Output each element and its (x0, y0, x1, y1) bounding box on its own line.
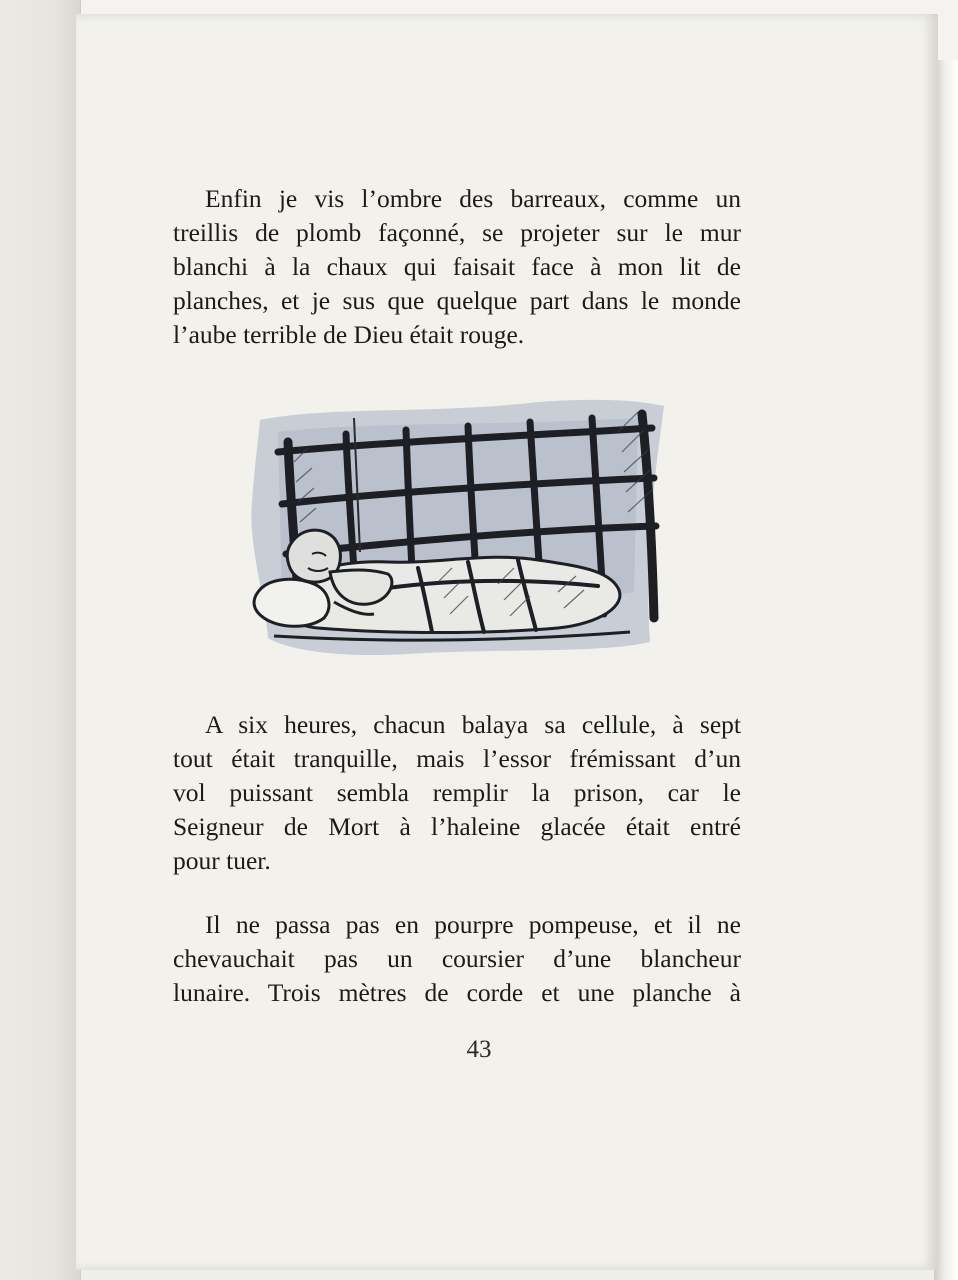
text-line: vol puissant sembla remplir la prison, car le (173, 778, 741, 807)
text-line: pour tuer. (173, 846, 271, 875)
text-line: chevauchait pas un coursier d’une blancheur (173, 944, 741, 973)
previous-page-edge (0, 0, 81, 1280)
text-line: l’aube terrible de Dieu était rouge. (173, 320, 525, 349)
text-line: blanchi à la chaux qui faisait face à mon lit de (173, 252, 741, 281)
text-line: A six heures, chacun balaya sa cellule, à sept (205, 710, 741, 739)
text-line: Seigneur de Mort à l’haleine glacée était entré (173, 812, 741, 841)
book-page-edges (934, 60, 958, 1280)
prison-cell-illustration (238, 392, 668, 664)
text-line: tout était tranquille, mais l’essor frémissant d’un (173, 744, 741, 773)
page-number: 43 (466, 1036, 492, 1063)
text-line: Enfin je vis l’ombre des barreaux, comme un (205, 184, 741, 213)
pillow (254, 579, 329, 626)
text-line: planches, et je sus que quelque part dans le monde (173, 286, 741, 315)
paragraph-3 (173, 908, 741, 1010)
paragraph-2 (173, 708, 741, 878)
paragraph-1 (173, 182, 741, 352)
text-line: treillis de plomb façonné, se projeter sur le mur (173, 218, 741, 247)
text-line: Il ne passa pas en pourpre pompeuse, et il ne (205, 910, 741, 939)
text-line: lunaire. Trois mètres de corde et une planche à (173, 978, 741, 1007)
